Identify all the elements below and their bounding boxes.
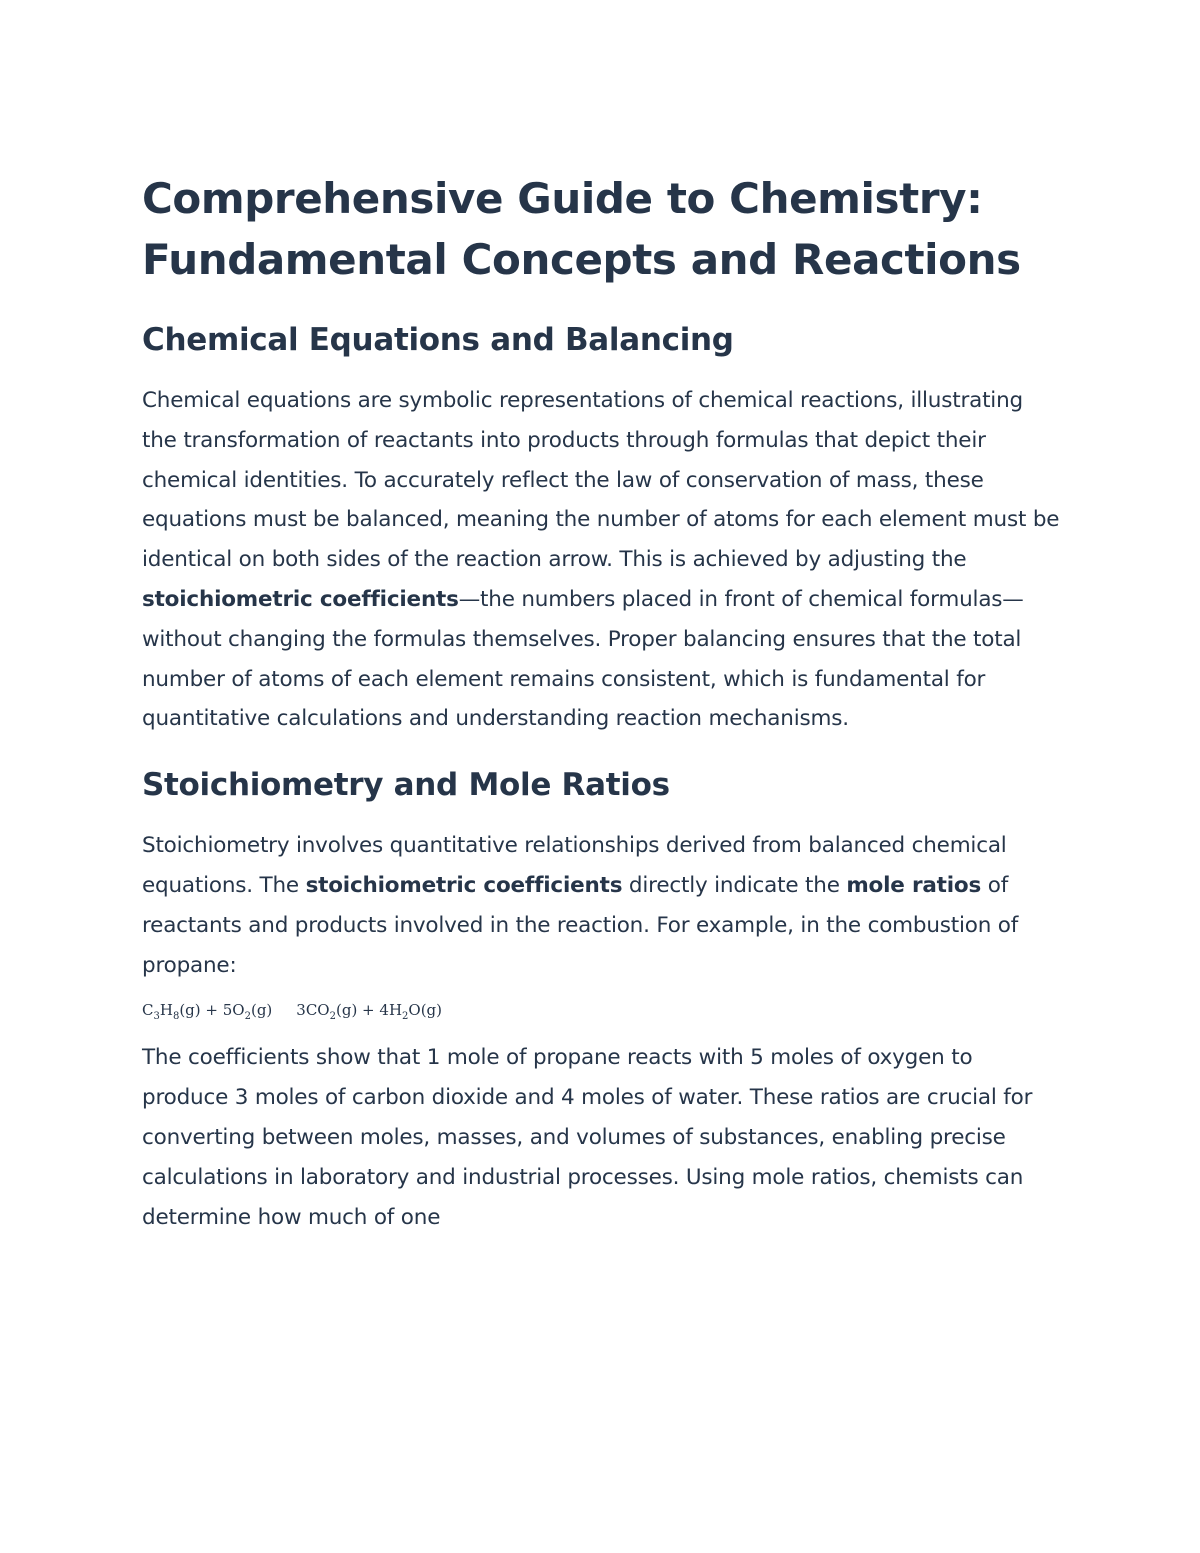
paragraph-text: —the numbers placed in front of chemical formulas—without changing the formulas themselves. Proper balancing ensures that the total number of atoms of each element remains consistent, which is fundamental for quantitative calculations and understanding reaction mechanisms. <box>142 586 1024 732</box>
document-title: Comprehensive Guide to Chemistry: Fundamental Concepts and Reactions <box>142 174 1021 284</box>
paragraph-text: Stoichiometry involves quantitative relationships derived from balanced chemical equations. The <box>142 833 1007 898</box>
eq-part: O(g) <box>408 1001 443 1020</box>
paragraph-mole-ratios: The coefficients show that 1 mole of propane reacts with 5 moles of oxygen to produce 3 moles of carbon dioxide and 4 moles of water. These ratios are crucial for converting between moles, masses, and volumes of substances, enabling precise calculations in laboratory and industrial processes. Using mole ratios, chemists can determine how much of one <box>142 1045 1033 1230</box>
eq-part: C <box>142 1001 154 1020</box>
bold-term-stoichiometric-coefficients: stoichiometric coefficients <box>305 872 623 898</box>
eq-subscript: 2 <box>244 1011 251 1023</box>
eq-subscript: 2 <box>402 1011 409 1023</box>
paragraph-stoichiometry-intro <box>142 826 1062 985</box>
eq-part: 3CO <box>296 1001 330 1020</box>
eq-subscript: 8 <box>172 1011 180 1023</box>
eq-part: H <box>159 1001 173 1020</box>
paragraph-text: of reactants and products involved in the reaction. For example, in the combustion of propane: <box>142 872 1019 978</box>
section-heading-stoichiometry: Stoichiometry and Mole Ratios <box>142 767 670 804</box>
document-page <box>142 168 1062 1237</box>
eq-subscript: 2 <box>329 1011 336 1023</box>
eq-subscript: 3 <box>153 1011 160 1023</box>
propane-combustion-equation <box>142 999 1062 1021</box>
section-heading-equations-balancing: Chemical Equations and Balancing <box>142 322 734 358</box>
eq-part: (g) + 5O <box>179 1001 245 1020</box>
bold-term-mole-ratios: mole ratios <box>846 872 982 898</box>
paragraph-equations-balancing <box>142 381 1062 739</box>
eq-part: (g) + 4H <box>335 1001 403 1020</box>
bold-term-stoichiometric-coefficients: stoichiometric coefficients <box>142 586 459 612</box>
paragraph-text: directly indicate the <box>622 872 847 898</box>
eq-part: (g) <box>250 1001 273 1020</box>
paragraph-text: Chemical equations are symbolic representations of chemical reactions, illustrating the transformation of reactants into products through formulas that depict their chemical identities. To accurately reflect the law of conservation of mass, these equations must be balanced, meaning the number of atoms for each element must be identical on both sides of the reaction arrow. This is achieved by adjusting the <box>142 388 1060 573</box>
